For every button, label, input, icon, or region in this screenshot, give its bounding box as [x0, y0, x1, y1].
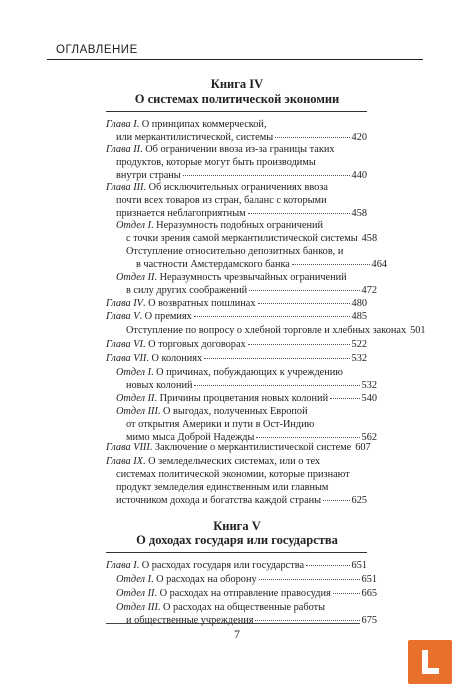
toc-entry-page: 420 [351, 132, 367, 143]
toc-entry-continuation: признается неблагоприятным [116, 208, 246, 219]
toc-entry[interactable] [106, 271, 377, 297]
dot-leader [258, 303, 350, 304]
toc-entry-text: . О премиях [139, 311, 192, 322]
toc-entry[interactable] [106, 310, 367, 323]
toc-entry-page: 675 [361, 615, 377, 626]
toc-entry-label: Отдел II [116, 272, 155, 283]
toc-entry[interactable] [106, 441, 371, 454]
toc-entry-continuation: в частности Амстердамского банка [136, 259, 290, 270]
dot-leader [333, 593, 360, 594]
toc-entry[interactable] [106, 118, 367, 144]
toc-entry-page: 440 [351, 170, 367, 181]
toc-entry-continuation: почти всех товаров из стран, баланс с которыми [116, 195, 327, 206]
toc-entry-text: . О выгодах, полученных Европой [157, 406, 308, 417]
toc-entry-continuation: и общественные учреждения [126, 615, 254, 626]
toc-entry-page: 464 [371, 259, 387, 270]
toc-entry-page: 458 [361, 233, 378, 244]
dot-leader [306, 565, 350, 566]
page-number: 7 [234, 627, 240, 641]
toc-entry-heading [106, 455, 320, 468]
toc-entry-heading [116, 587, 331, 600]
toc-entry[interactable] [106, 245, 387, 271]
dot-leader [183, 175, 350, 176]
toc-entry-label: Отдел I [116, 367, 152, 378]
toc-entry-continuation: внутри страны [116, 170, 181, 181]
toc-entry-heading [106, 310, 192, 323]
toc-entry-label: Глава VIII [106, 442, 150, 453]
toc-entry-page: 651 [361, 574, 377, 585]
toc-entry[interactable] [106, 587, 377, 600]
toc-entry-heading [106, 441, 351, 454]
toc-entry-continuation: источником дохода и богатства каждой страны [116, 495, 322, 506]
toc-entry-heading [126, 324, 406, 337]
toc-entry-label: Отдел II [116, 588, 155, 599]
toc-entry-page: 532 [351, 353, 367, 364]
toc-entry-heading [116, 405, 308, 418]
toc-entry-heading [106, 559, 304, 572]
dot-leader [259, 579, 360, 580]
toc-entry[interactable] [106, 392, 377, 405]
toc-entry-label: Глава I [106, 119, 137, 130]
toc-entry-label: Глава I [106, 560, 137, 571]
book-5-title: Книга V [213, 519, 261, 533]
toc-entry-heading [106, 338, 246, 351]
toc-entry-page: 651 [351, 560, 367, 571]
toc-entry[interactable] [106, 143, 367, 182]
toc-entry-text: . Неразумность чрезвычайных ограничений [154, 272, 347, 283]
toc-entry[interactable] [106, 219, 377, 245]
toc-entry-page: 472 [361, 285, 377, 296]
toc-entry-heading [116, 392, 328, 405]
book-5-rule [106, 552, 367, 553]
header-rule [47, 59, 423, 60]
toc-entry[interactable] [106, 297, 367, 310]
toc-entry-text: . О расходах на отправление правосудия [154, 588, 331, 599]
toc-entry-label: Глава IX [106, 456, 143, 467]
dot-leader [194, 385, 359, 386]
toc-entry[interactable] [106, 573, 377, 586]
toc-entry-continuation: от открытия Америки и пути в Ост-Индию [126, 419, 315, 430]
toc-entry-text: Отступление по вопросу о хлебной торговле и хлебных законах [126, 325, 407, 336]
running-header: ОГЛАВЛЕНИЕ [56, 44, 138, 56]
toc-entry[interactable] [106, 559, 367, 572]
dot-leader [248, 213, 350, 214]
toc-entry-heading [126, 245, 343, 258]
toc-entry-text: . О причинах, побуждающих к учреждению [151, 367, 343, 378]
toc-entry-continuation: системах политической экономии, которые признают [116, 469, 350, 480]
toc-entry[interactable] [106, 455, 367, 507]
toc-entry-continuation: мимо мыса Доброй Надежды [126, 432, 255, 443]
dot-leader [275, 137, 349, 138]
toc-entry-page: 522 [351, 339, 367, 350]
toc-entry-label: Отдел II [116, 393, 155, 404]
toc-entry-page: 501 [410, 325, 426, 336]
toc-entry-continuation: или меркантилистической, системы [116, 132, 274, 143]
toc-entry-page: 540 [361, 393, 377, 404]
toc-entry-continuation: новых колоний [126, 380, 193, 391]
toc-entry-label: Глава VII [106, 353, 147, 364]
toc-entry-text: . О расходах на оборону [151, 574, 257, 585]
toc-entry-page: 625 [351, 495, 367, 506]
toc-entry-label: Отдел III [116, 602, 158, 613]
toc-entry-heading [116, 573, 257, 586]
toc-entry-label: Отдел I [116, 574, 152, 585]
toc-entry-text: . Заключение о меркантилистической системе [149, 442, 352, 453]
toc-entry-continuation: с точки зрения самой меркантилистической системы [126, 233, 358, 244]
toc-entry-heading [106, 143, 334, 156]
book-4-title: Книга IV [210, 77, 264, 91]
litres-logo-icon [408, 640, 452, 684]
toc-entry-text: . О торговых договорах [142, 339, 246, 350]
toc-entry-text: . Неразумность подобных ограничений [151, 220, 324, 231]
toc-entry-page: 480 [351, 298, 367, 309]
dot-leader [292, 264, 370, 265]
toc-entry-page: 485 [351, 311, 367, 322]
book-4-rule [106, 111, 367, 112]
toc-entry[interactable] [106, 366, 377, 392]
toc-entry[interactable] [106, 405, 377, 444]
toc-entry-label: Отдел I [116, 220, 152, 231]
toc-entry-heading [106, 352, 202, 365]
dot-leader [330, 398, 359, 399]
toc-entry-page: 562 [361, 432, 377, 443]
toc-entry[interactable] [106, 338, 367, 351]
toc-entry-heading [116, 601, 325, 614]
dot-leader [256, 437, 359, 438]
toc-entry-continuation: продуктов, которые могут быть производимы [116, 157, 316, 168]
toc-entry[interactable] [106, 181, 367, 220]
toc-entry-text: . О колониях [146, 353, 203, 364]
toc-entry-text: . Об ограничении ввоза из-за границы таких [140, 144, 335, 155]
toc-entry-label: Глава IV [106, 298, 143, 309]
toc-entry-text: . Причины процветания новых колоний [154, 393, 329, 404]
toc-entry-heading [106, 118, 267, 131]
toc-entry-text: . О принципах коммерческой, [136, 119, 267, 130]
toc-entry-label: Глава VI [106, 339, 143, 350]
dot-leader [249, 290, 359, 291]
dot-leader [323, 500, 349, 501]
toc-entry-heading [106, 297, 256, 310]
book-5-subtitle: О доходах государя или государства [136, 533, 338, 547]
toc-entry-text: . О расходах на общественные работы [157, 602, 326, 613]
toc-entry-heading [116, 219, 323, 232]
toc-entry-label: Глава V [106, 311, 140, 322]
toc-entry-continuation: продукт земледелия единственным или главным [116, 482, 329, 493]
toc-entry-label: Отдел III [116, 406, 158, 417]
dot-leader [255, 620, 359, 621]
dot-leader [204, 358, 349, 359]
toc-entry-text: . О земледельческих системах, или о тех [142, 456, 321, 467]
toc-entry-label: Глава II [106, 144, 141, 155]
toc-entry-heading [106, 181, 328, 194]
toc-entry-text: . Об исключительных ограничениях ввоза [143, 182, 328, 193]
toc-entry-page: 607 [355, 442, 371, 453]
dot-leader [248, 344, 350, 345]
toc-entry-text: Отступление относительно депозитных банков, и [126, 246, 344, 257]
toc-entry-label: Глава III [106, 182, 144, 193]
toc-entry-page: 458 [351, 208, 367, 219]
toc-entry-heading [116, 366, 343, 379]
toc-entry-text: . О возвратных пошлинах [142, 298, 256, 309]
dot-leader [194, 316, 350, 317]
folio-rule [106, 623, 360, 624]
toc-entry-page: 532 [361, 380, 377, 391]
toc-entry-heading [116, 271, 347, 284]
toc-entry-continuation: в силу других соображений [126, 285, 248, 296]
book-4-subtitle: О системах политической экономии [134, 92, 340, 106]
toc-entry-text: . О расходах государя или государства [136, 560, 305, 571]
toc-entry[interactable] [106, 352, 367, 365]
toc-entry[interactable] [106, 324, 426, 337]
toc-entry-page: 665 [361, 588, 377, 599]
